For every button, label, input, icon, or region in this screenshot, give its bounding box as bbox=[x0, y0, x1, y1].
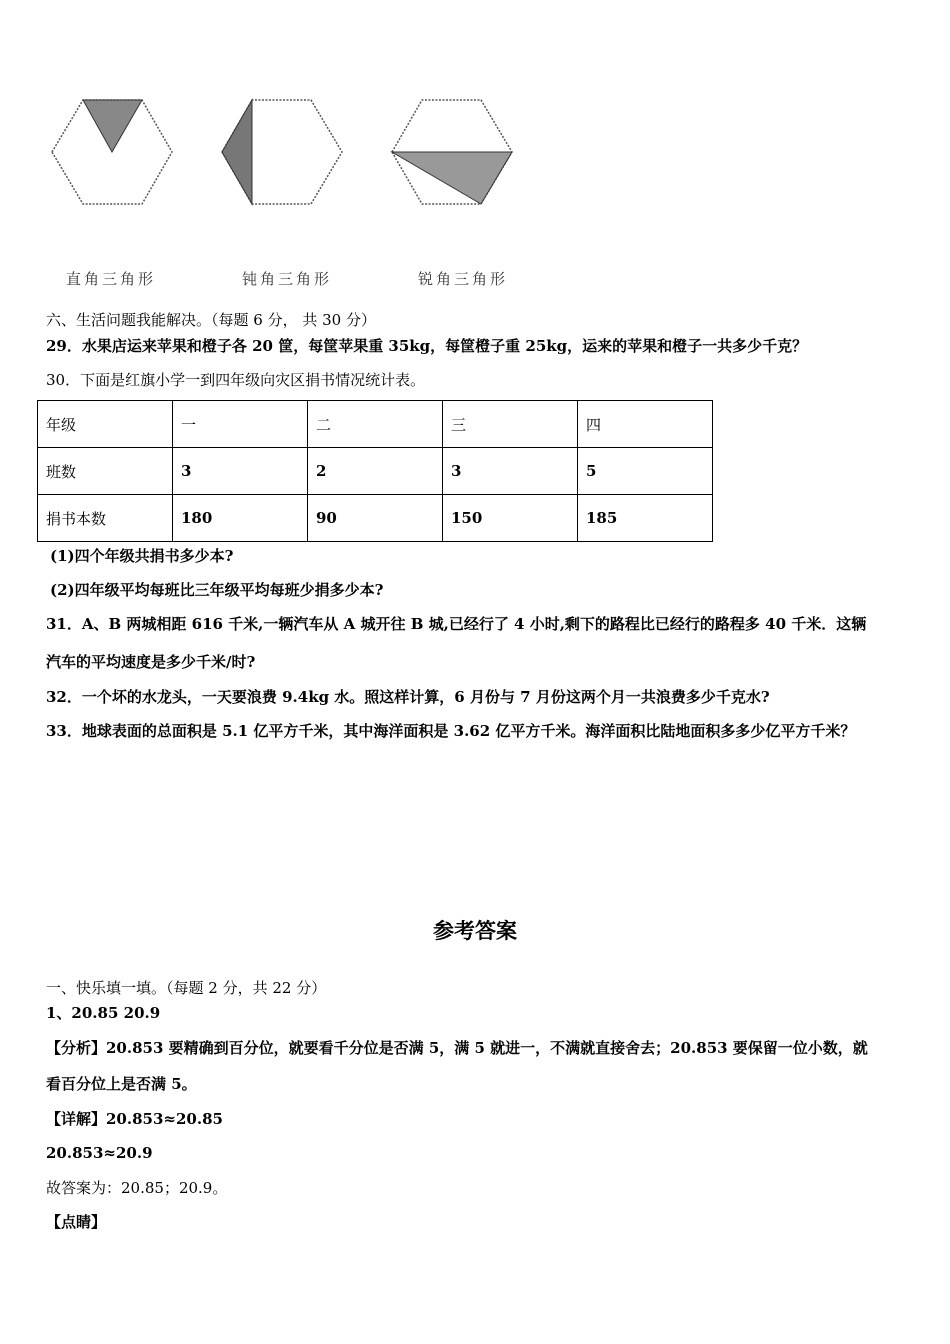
table-cell: 3 bbox=[173, 448, 308, 495]
hexagon-figures bbox=[40, 90, 520, 220]
caption-acute-triangle: 锐角三角形 bbox=[418, 270, 509, 288]
question-29: 29．水果店运来苹果和橙子各 20 筐，每筐苹果重 35kg，每筐橙子重 25kg，运来的苹果和橙子一共多少千克？ bbox=[46, 337, 808, 355]
question-30: 30．下面是红旗小学一到四年级向灾区捐书情况统计表。 bbox=[46, 371, 426, 389]
question-32: 32．一个坏的水龙头，一天要浪费 9.4kg 水。照这样计算，6 月份与 7 月份这两个月一共浪费多少千克水? bbox=[46, 688, 770, 706]
answer-1: 1、20.85 20.9 bbox=[46, 1004, 161, 1022]
table-cell: 185 bbox=[578, 495, 713, 542]
shaded-triangle-obtuse bbox=[222, 100, 252, 204]
comment: 【点睛】 bbox=[46, 1213, 107, 1231]
caption-right-triangle: 直角三角形 bbox=[66, 270, 157, 288]
conclusion: 故答案为：20.85；20.9。 bbox=[46, 1179, 228, 1197]
table-row bbox=[38, 448, 713, 495]
caption-obtuse-triangle: 钝角三角形 bbox=[242, 270, 333, 288]
table-cell: 180 bbox=[173, 495, 308, 542]
table-cell: 一 bbox=[173, 401, 308, 448]
table-cell: 90 bbox=[308, 495, 443, 542]
table-row bbox=[38, 401, 713, 448]
question-31-line-1: 31．A、B 两城相距 616 千米,一辆汽车从 A 城开往 B 城,已经行了 4 小时,剩下的路程比已经行的路程多 40 千米．这辆 bbox=[46, 615, 867, 633]
donation-table bbox=[37, 400, 713, 542]
answers-title: 参考答案 bbox=[433, 918, 517, 943]
table-cell: 3 bbox=[443, 448, 578, 495]
table-cell: 班数 bbox=[38, 448, 173, 495]
table-row bbox=[38, 495, 713, 542]
question-33: 33．地球表面的总面积是 5.1 亿平方千米，其中海洋面积是 3.62 亿平方千米。海洋面积比陆地面积多多少亿平方千米？ bbox=[46, 722, 856, 740]
table-cell: 150 bbox=[443, 495, 578, 542]
analysis-line-2: 看百分位上是否满 5。 bbox=[46, 1075, 197, 1093]
table-cell: 5 bbox=[578, 448, 713, 495]
question-30-2: (2)四年级平均每班比三年级平均每班少捐多少本? bbox=[50, 581, 384, 599]
analysis-line-1: 【分析】20.853 要精确到百分位，就要看千分位是否满 5，满 5 就进一，不满就直接舍去；20.853 要保留一位小数，就 bbox=[46, 1039, 868, 1057]
shaded-triangle-right bbox=[83, 100, 142, 152]
question-30-1: (1)四个年级共捐书多少本? bbox=[50, 547, 234, 565]
table-cell: 四 bbox=[578, 401, 713, 448]
detail: 【详解】20.853≈20.85 bbox=[46, 1110, 223, 1128]
shaded-triangle-acute bbox=[392, 152, 512, 204]
detail-2: 20.853≈20.9 bbox=[46, 1144, 153, 1162]
question-31-line-2: 汽车的平均速度是多少千米/时? bbox=[46, 653, 256, 671]
answers-section-1: 一、快乐填一填。（每题 2 分，共 22 分） bbox=[46, 979, 327, 997]
table-cell: 捐书本数 bbox=[38, 495, 173, 542]
table-cell: 三 bbox=[443, 401, 578, 448]
table-cell: 2 bbox=[308, 448, 443, 495]
table-cell: 二 bbox=[308, 401, 443, 448]
section-6-heading: 六、生活问题我能解决。（每题 6 分， 共 30 分） bbox=[46, 311, 376, 329]
table-cell: 年级 bbox=[38, 401, 173, 448]
